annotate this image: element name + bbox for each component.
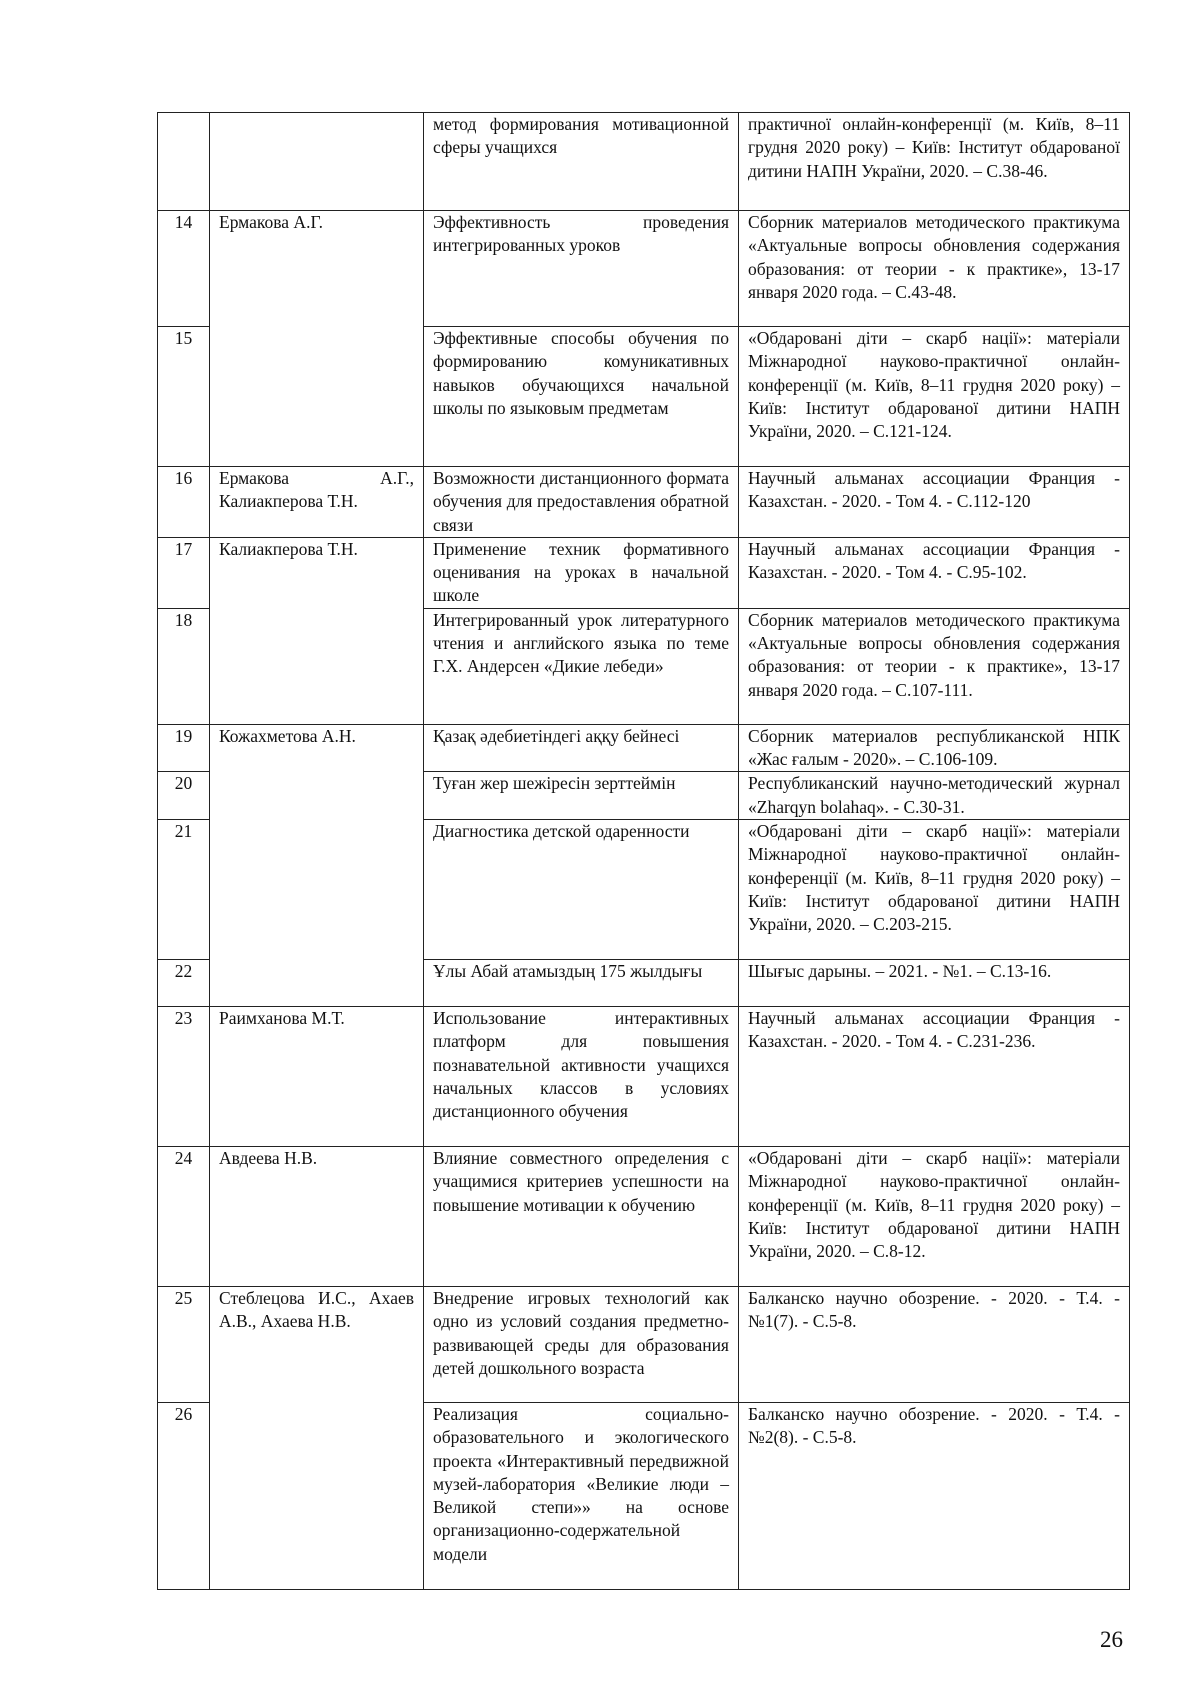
author-cell: Раимханова М.Т.: [210, 1006, 424, 1146]
row-number: 26: [158, 1402, 210, 1589]
source-cell: практичної онлайн-конференції (м. Київ, 8–11 грудня 2020 року) – Київ: Інститут обдарованої дитини НАПН України, 2020. – С.38-46.: [739, 113, 1130, 211]
table-row: [158, 211, 1130, 327]
publications-table: [157, 112, 1130, 1590]
table-row: [158, 724, 1130, 772]
author-cell: Ермакова А.Г.: [210, 211, 424, 467]
author-cell: Кожахметова А.Н.: [210, 724, 424, 1006]
row-number: 18: [158, 608, 210, 724]
row-number: 22: [158, 959, 210, 1006]
table-row: [158, 1146, 1130, 1286]
source-cell: Сборник материалов республиканской НПК «Жас ғалым - 2020». – С.106-109.: [739, 724, 1130, 772]
title-cell: Туған жер шежіресін зерттеймін: [424, 772, 739, 820]
table-row: [158, 467, 1130, 538]
row-number: [158, 113, 210, 211]
table-row: [158, 1006, 1130, 1146]
row-number: 20: [158, 772, 210, 820]
table-row: [158, 537, 1130, 608]
author-cell: Стеблецова И.С., Ахаев А.В., Ахаева Н.В.: [210, 1286, 424, 1589]
title-cell: Диагностика детской одаренности: [424, 819, 739, 959]
source-cell: Балканско научно обозрение. - 2020. - Т.4. - №1(7). - С.5-8.: [739, 1286, 1130, 1402]
source-cell: Республиканский научно-методический журнал «Zharqyn bolahaq». - С.30-31.: [739, 772, 1130, 820]
title-cell: метод формирования мотивационной сферы учащихся: [424, 113, 739, 211]
author-cell: [210, 113, 424, 211]
row-number: 15: [158, 327, 210, 467]
source-cell: Научный альманах ассоциации Франция - Казахстан. - 2020. - Том 4. - С.231-236.: [739, 1006, 1130, 1146]
row-number: 16: [158, 467, 210, 538]
table-row: [158, 1286, 1130, 1402]
source-cell: «Обдаровані діти – скарб нації»: матеріали Міжнародної науково-практичної онлайн-конференції (м. Київ, 8–11 грудня 2020 року) – Київ: Інститут обдарованої дитини НАПН України, 2020. – С.203-215.: [739, 819, 1130, 959]
row-number: 24: [158, 1146, 210, 1286]
title-cell: Интегрированный урок литературного чтения и английского языка по теме Г.Х. Андерсен «Дикие лебеди»: [424, 608, 739, 724]
title-cell: Эффективные способы обучения по формированию комуникативных навыков обучающихся начальной школы по языковым предметам: [424, 327, 739, 467]
title-cell: Влияние совместного определения с учащимися критериев успешности на повышение мотивации к обучению: [424, 1146, 739, 1286]
source-cell: Сборник материалов методического практикума «Актуальные вопросы обновления содержания образования: от теории - к практике», 13-17 января 2020 года. – С.107-111.: [739, 608, 1130, 724]
source-cell: Научный альманах ассоциации Франция - Казахстан. - 2020. - Том 4. - С.95-102.: [739, 537, 1130, 608]
source-cell: Балканско научно обозрение. - 2020. - Т.4. - №2(8). - С.5-8.: [739, 1402, 1130, 1589]
author-cell: Ермакова А.Г., Калиакперова Т.Н.: [210, 467, 424, 538]
title-cell: Использование интерактивных платформ для повышения познавательной активности учащихся начальных классов в условиях дистанционного обучения: [424, 1006, 739, 1146]
row-number: 21: [158, 819, 210, 959]
title-cell: Қазақ әдебиетіндегі аққу бейнесі: [424, 724, 739, 772]
author-cell: Авдеева Н.В.: [210, 1146, 424, 1286]
title-cell: Эффективность проведения интегрированных уроков: [424, 211, 739, 327]
source-cell: «Обдаровані діти – скарб нації»: матеріали Міжнародної науково-практичної онлайн-конференції (м. Київ, 8–11 грудня 2020 року) – Київ: Інститут обдарованої дитини НАПН України, 2020. – С.8-12.: [739, 1146, 1130, 1286]
title-cell: Внедрение игровых технологий как одно из условий создания предметно-развивающей среды для образования детей дошкольного возраста: [424, 1286, 739, 1402]
source-cell: Научный альманах ассоциации Франция - Казахстан. - 2020. - Том 4. - С.112-120: [739, 467, 1130, 538]
title-cell: Применение техник формативного оценивания на уроках в начальной школе: [424, 537, 739, 608]
source-cell: Шығыс дарыны. – 2021. - №1. – С.13-16.: [739, 959, 1130, 1006]
row-number: 19: [158, 724, 210, 772]
row-number: 25: [158, 1286, 210, 1402]
title-cell: Возможности дистанционного формата обучения для предоставления обратной связи: [424, 467, 739, 538]
source-cell: «Обдаровані діти – скарб нації»: матеріали Міжнародної науково-практичної онлайн-конференції (м. Київ, 8–11 грудня 2020 року) – Київ: Інститут обдарованої дитини НАПН України, 2020. – С.121-124.: [739, 327, 1130, 467]
author-cell: Калиакперова Т.Н.: [210, 537, 424, 724]
table-row: [158, 113, 1130, 211]
row-number: 17: [158, 537, 210, 608]
row-number: 14: [158, 211, 210, 327]
source-cell: Сборник материалов методического практикума «Актуальные вопросы обновления содержания образования: от теории - к практике», 13-17 января 2020 года. – С.43-48.: [739, 211, 1130, 327]
page-number: 26: [1100, 1627, 1123, 1652]
title-cell: Реализация социально-образовательного и экологического проекта «Интерактивный передвижной музей-лаборатория «Великие люди – Великой степи»» на основе организационно-содержательной модели: [424, 1402, 739, 1589]
title-cell: Ұлы Абай атамыздың 175 жылдығы: [424, 959, 739, 1006]
row-number: 23: [158, 1006, 210, 1146]
